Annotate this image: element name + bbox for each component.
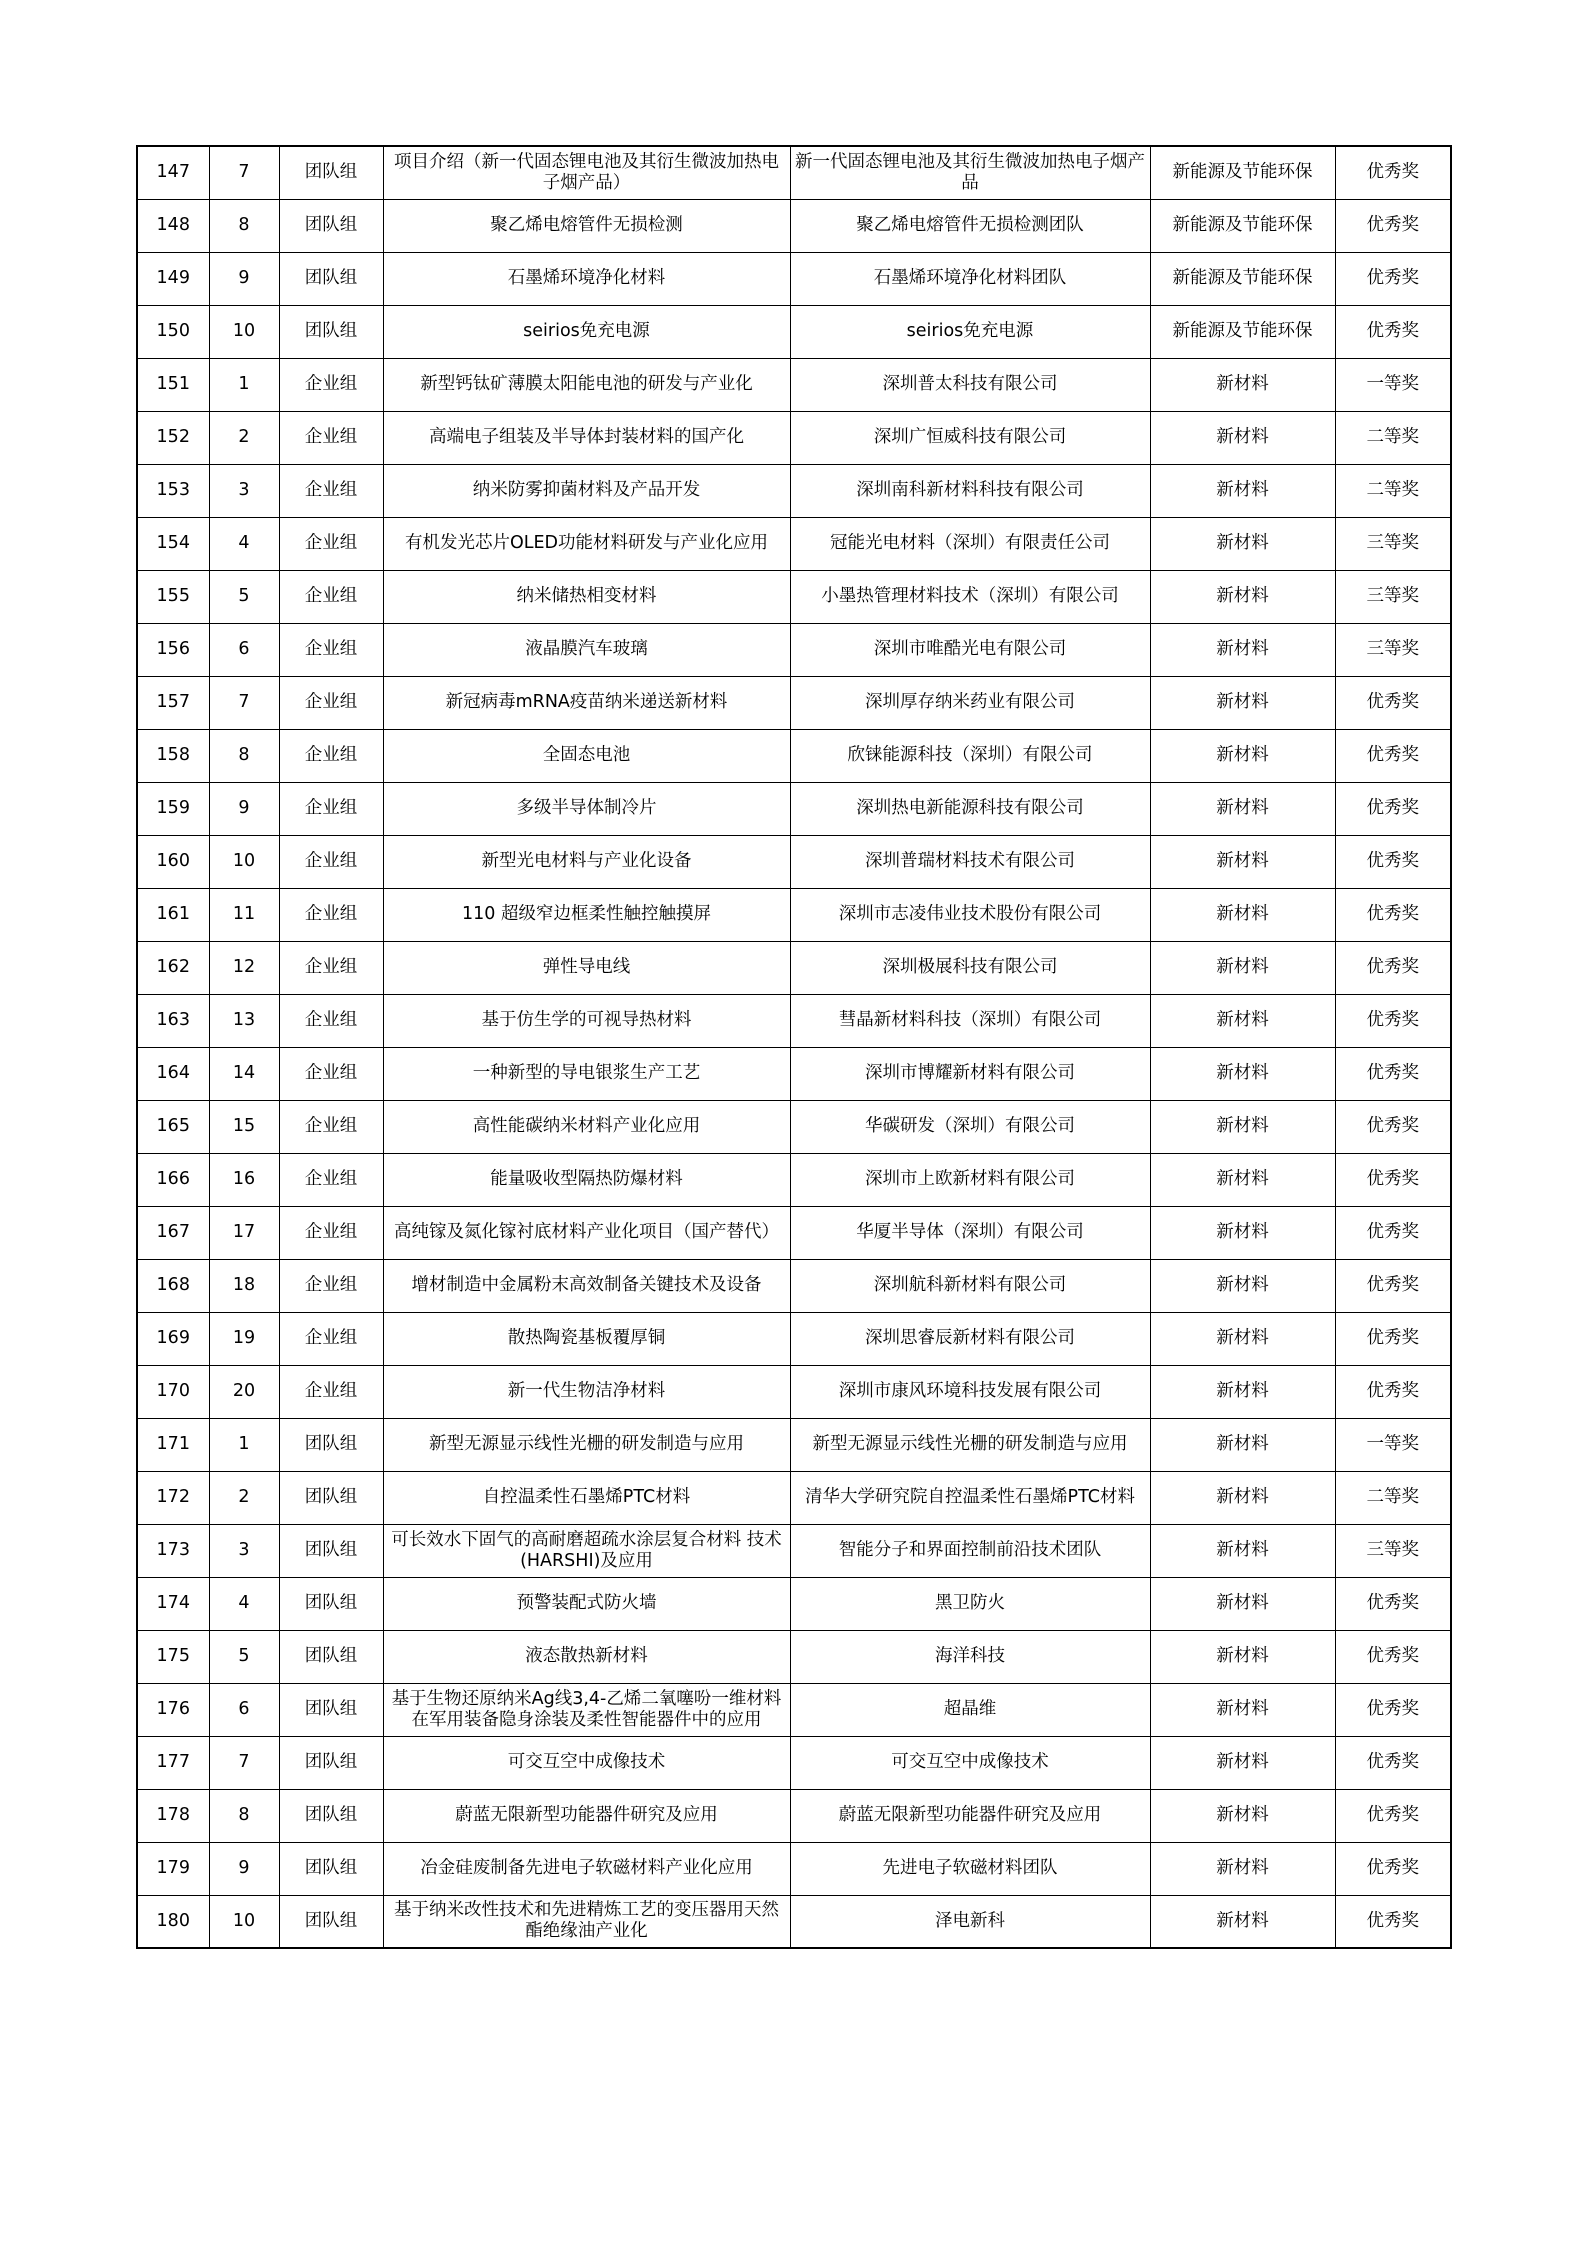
- award-cell: 优秀奖: [1335, 1153, 1451, 1206]
- row-number-cell: 160: [137, 835, 209, 888]
- award-cell: 优秀奖: [1335, 835, 1451, 888]
- project-name-cell: 基于纳米改性技术和先进精炼工艺的变压器用天然酯绝缘油产业化: [383, 1895, 790, 1948]
- row-number-cell: 148: [137, 199, 209, 252]
- group-cell: 企业组: [279, 1047, 383, 1100]
- award-cell: 三等奖: [1335, 570, 1451, 623]
- table-row: [137, 994, 1451, 1047]
- award-cell: 优秀奖: [1335, 1736, 1451, 1789]
- award-cell: 优秀奖: [1335, 1312, 1451, 1365]
- table-row: [137, 1259, 1451, 1312]
- award-cell: 优秀奖: [1335, 782, 1451, 835]
- sequence-cell: 6: [209, 1683, 279, 1736]
- project-name-cell: 液态散热新材料: [383, 1630, 790, 1683]
- award-cell: 二等奖: [1335, 1471, 1451, 1524]
- row-number-cell: 156: [137, 623, 209, 676]
- field-cell: 新材料: [1150, 1630, 1335, 1683]
- award-cell: 三等奖: [1335, 1524, 1451, 1577]
- row-number-cell: 152: [137, 411, 209, 464]
- project-name-cell: 新冠病毒mRNA疫苗纳米递送新材料: [383, 676, 790, 729]
- applicant-cell: 深圳航科新材料有限公司: [790, 1259, 1150, 1312]
- sequence-cell: 10: [209, 305, 279, 358]
- field-cell: 新材料: [1150, 1524, 1335, 1577]
- applicant-cell: 欣铼能源科技（深圳）有限公司: [790, 729, 1150, 782]
- table-body: [137, 146, 1451, 1948]
- field-cell: 新材料: [1150, 941, 1335, 994]
- applicant-cell: 深圳市上欧新材料有限公司: [790, 1153, 1150, 1206]
- group-cell: 企业组: [279, 994, 383, 1047]
- row-number-cell: 176: [137, 1683, 209, 1736]
- group-cell: 企业组: [279, 411, 383, 464]
- row-number-cell: 179: [137, 1842, 209, 1895]
- applicant-cell: 泽电新科: [790, 1895, 1150, 1948]
- field-cell: 新材料: [1150, 1047, 1335, 1100]
- award-cell: 二等奖: [1335, 464, 1451, 517]
- project-name-cell: 新型钙钛矿薄膜太阳能电池的研发与产业化: [383, 358, 790, 411]
- table-row: [137, 411, 1451, 464]
- row-number-cell: 171: [137, 1418, 209, 1471]
- applicant-cell: 深圳南科新材料科技有限公司: [790, 464, 1150, 517]
- project-name-cell: 新型无源显示线性光栅的研发制造与应用: [383, 1418, 790, 1471]
- sequence-cell: 5: [209, 1630, 279, 1683]
- group-cell: 企业组: [279, 1153, 383, 1206]
- field-cell: 新材料: [1150, 1100, 1335, 1153]
- group-cell: 企业组: [279, 729, 383, 782]
- sequence-cell: 14: [209, 1047, 279, 1100]
- project-name-cell: 增材制造中金属粉末高效制备关键技术及设备: [383, 1259, 790, 1312]
- sequence-cell: 8: [209, 1789, 279, 1842]
- group-cell: 企业组: [279, 835, 383, 888]
- project-name-cell: 高性能碳纳米材料产业化应用: [383, 1100, 790, 1153]
- sequence-cell: 7: [209, 146, 279, 199]
- row-number-cell: 167: [137, 1206, 209, 1259]
- award-cell: 优秀奖: [1335, 1206, 1451, 1259]
- table-row: [137, 1630, 1451, 1683]
- field-cell: 新能源及节能环保: [1150, 146, 1335, 199]
- sequence-cell: 7: [209, 1736, 279, 1789]
- award-cell: 优秀奖: [1335, 1683, 1451, 1736]
- table-row: [137, 1153, 1451, 1206]
- table-row: [137, 1047, 1451, 1100]
- sequence-cell: 10: [209, 835, 279, 888]
- sequence-cell: 5: [209, 570, 279, 623]
- applicant-cell: seirios免充电源: [790, 305, 1150, 358]
- project-name-cell: 弹性导电线: [383, 941, 790, 994]
- project-name-cell: 液晶膜汽车玻璃: [383, 623, 790, 676]
- sequence-cell: 7: [209, 676, 279, 729]
- sequence-cell: 9: [209, 252, 279, 305]
- sequence-cell: 12: [209, 941, 279, 994]
- field-cell: 新材料: [1150, 1206, 1335, 1259]
- applicant-cell: 深圳广恒威科技有限公司: [790, 411, 1150, 464]
- group-cell: 团队组: [279, 146, 383, 199]
- award-cell: 一等奖: [1335, 358, 1451, 411]
- table-row: [137, 305, 1451, 358]
- project-name-cell: 基于仿生学的可视导热材料: [383, 994, 790, 1047]
- field-cell: 新材料: [1150, 1577, 1335, 1630]
- table-row: [137, 517, 1451, 570]
- award-cell: 优秀奖: [1335, 1577, 1451, 1630]
- sequence-cell: 13: [209, 994, 279, 1047]
- row-number-cell: 157: [137, 676, 209, 729]
- group-cell: 团队组: [279, 1789, 383, 1842]
- applicant-cell: 先进电子软磁材料团队: [790, 1842, 1150, 1895]
- project-name-cell: 冶金硅废制备先进电子软磁材料产业化应用: [383, 1842, 790, 1895]
- project-name-cell: 高纯镓及氮化镓衬底材料产业化项目（国产替代）: [383, 1206, 790, 1259]
- field-cell: 新材料: [1150, 623, 1335, 676]
- applicant-cell: 华碳研发（深圳）有限公司: [790, 1100, 1150, 1153]
- sequence-cell: 6: [209, 623, 279, 676]
- row-number-cell: 172: [137, 1471, 209, 1524]
- group-cell: 企业组: [279, 1100, 383, 1153]
- sequence-cell: 2: [209, 411, 279, 464]
- row-number-cell: 159: [137, 782, 209, 835]
- row-number-cell: 163: [137, 994, 209, 1047]
- row-number-cell: 149: [137, 252, 209, 305]
- applicant-cell: 海洋科技: [790, 1630, 1150, 1683]
- applicant-cell: 深圳普太科技有限公司: [790, 358, 1150, 411]
- group-cell: 企业组: [279, 1206, 383, 1259]
- sequence-cell: 4: [209, 1577, 279, 1630]
- sequence-cell: 15: [209, 1100, 279, 1153]
- applicant-cell: 深圳厚存纳米药业有限公司: [790, 676, 1150, 729]
- award-cell: 优秀奖: [1335, 252, 1451, 305]
- field-cell: 新材料: [1150, 1895, 1335, 1948]
- table-row: [137, 199, 1451, 252]
- project-name-cell: 新型光电材料与产业化设备: [383, 835, 790, 888]
- sequence-cell: 9: [209, 1842, 279, 1895]
- table-row: [137, 1365, 1451, 1418]
- project-name-cell: 聚乙烯电熔管件无损检测: [383, 199, 790, 252]
- project-name-cell: 基于生物还原纳米Ag线3,4-乙烯二氧噻吩一维材料在军用装备隐身涂装及柔性智能器件中的应用: [383, 1683, 790, 1736]
- field-cell: 新材料: [1150, 358, 1335, 411]
- table-row: [137, 1789, 1451, 1842]
- table-row: [137, 1471, 1451, 1524]
- field-cell: 新材料: [1150, 888, 1335, 941]
- award-cell: 一等奖: [1335, 1418, 1451, 1471]
- group-cell: 企业组: [279, 1312, 383, 1365]
- group-cell: 团队组: [279, 305, 383, 358]
- project-name-cell: 蔚蓝无限新型功能器件研究及应用: [383, 1789, 790, 1842]
- applicant-cell: 蔚蓝无限新型功能器件研究及应用: [790, 1789, 1150, 1842]
- table-row: [137, 888, 1451, 941]
- project-name-cell: 有机发光芯片OLED功能材料研发与产业化应用: [383, 517, 790, 570]
- table-row: [137, 676, 1451, 729]
- row-number-cell: 173: [137, 1524, 209, 1577]
- group-cell: 企业组: [279, 1365, 383, 1418]
- table-row: [137, 252, 1451, 305]
- row-number-cell: 162: [137, 941, 209, 994]
- field-cell: 新材料: [1150, 1471, 1335, 1524]
- group-cell: 团队组: [279, 1683, 383, 1736]
- applicant-cell: 新一代固态锂电池及其衍生微波加热电子烟产品: [790, 146, 1150, 199]
- award-cell: 优秀奖: [1335, 1047, 1451, 1100]
- row-number-cell: 169: [137, 1312, 209, 1365]
- field-cell: 新材料: [1150, 729, 1335, 782]
- sequence-cell: 16: [209, 1153, 279, 1206]
- field-cell: 新材料: [1150, 994, 1335, 1047]
- table-row: [137, 146, 1451, 199]
- table-row: [137, 1100, 1451, 1153]
- field-cell: 新材料: [1150, 1789, 1335, 1842]
- award-cell: 优秀奖: [1335, 729, 1451, 782]
- applicant-cell: 黑卫防火: [790, 1577, 1150, 1630]
- award-cell: 优秀奖: [1335, 941, 1451, 994]
- applicant-cell: 石墨烯环境净化材料团队: [790, 252, 1150, 305]
- project-name-cell: 纳米储热相变材料: [383, 570, 790, 623]
- sequence-cell: 3: [209, 464, 279, 517]
- applicant-cell: 超晶维: [790, 1683, 1150, 1736]
- row-number-cell: 170: [137, 1365, 209, 1418]
- applicant-cell: 深圳普瑞材料技术有限公司: [790, 835, 1150, 888]
- award-cell: 二等奖: [1335, 411, 1451, 464]
- table-row: [137, 1895, 1451, 1948]
- row-number-cell: 165: [137, 1100, 209, 1153]
- applicant-cell: 深圳热电新能源科技有限公司: [790, 782, 1150, 835]
- row-number-cell: 151: [137, 358, 209, 411]
- award-cell: 优秀奖: [1335, 1842, 1451, 1895]
- project-name-cell: 全固态电池: [383, 729, 790, 782]
- field-cell: 新材料: [1150, 411, 1335, 464]
- project-name-cell: 新一代生物洁净材料: [383, 1365, 790, 1418]
- applicant-cell: 深圳市康风环境科技发展有限公司: [790, 1365, 1150, 1418]
- group-cell: 企业组: [279, 941, 383, 994]
- group-cell: 企业组: [279, 517, 383, 570]
- group-cell: 企业组: [279, 888, 383, 941]
- award-cell: 优秀奖: [1335, 676, 1451, 729]
- sequence-cell: 10: [209, 1895, 279, 1948]
- row-number-cell: 155: [137, 570, 209, 623]
- project-name-cell: 能量吸收型隔热防爆材料: [383, 1153, 790, 1206]
- award-cell: 三等奖: [1335, 623, 1451, 676]
- group-cell: 团队组: [279, 1524, 383, 1577]
- row-number-cell: 178: [137, 1789, 209, 1842]
- table-row: [137, 464, 1451, 517]
- group-cell: 团队组: [279, 252, 383, 305]
- field-cell: 新材料: [1150, 464, 1335, 517]
- sequence-cell: 1: [209, 358, 279, 411]
- award-cell: 优秀奖: [1335, 888, 1451, 941]
- table-row: [137, 1312, 1451, 1365]
- table-row: [137, 1842, 1451, 1895]
- row-number-cell: 174: [137, 1577, 209, 1630]
- row-number-cell: 175: [137, 1630, 209, 1683]
- award-cell: 三等奖: [1335, 517, 1451, 570]
- applicant-cell: 智能分子和界面控制前沿技术团队: [790, 1524, 1150, 1577]
- group-cell: 团队组: [279, 1895, 383, 1948]
- field-cell: 新材料: [1150, 1736, 1335, 1789]
- applicant-cell: 深圳市博耀新材料有限公司: [790, 1047, 1150, 1100]
- project-name-cell: 多级半导体制冷片: [383, 782, 790, 835]
- applicant-cell: 深圳思睿辰新材料有限公司: [790, 1312, 1150, 1365]
- group-cell: 企业组: [279, 1259, 383, 1312]
- row-number-cell: 177: [137, 1736, 209, 1789]
- applicant-cell: 冠能光电材料（深圳）有限责任公司: [790, 517, 1150, 570]
- table-row: [137, 835, 1451, 888]
- field-cell: 新材料: [1150, 1312, 1335, 1365]
- project-name-cell: 纳米防雾抑菌材料及产品开发: [383, 464, 790, 517]
- award-cell: 优秀奖: [1335, 1895, 1451, 1948]
- sequence-cell: 9: [209, 782, 279, 835]
- group-cell: 团队组: [279, 1736, 383, 1789]
- field-cell: 新能源及节能环保: [1150, 199, 1335, 252]
- applicant-cell: 新型无源显示线性光栅的研发制造与应用: [790, 1418, 1150, 1471]
- row-number-cell: 164: [137, 1047, 209, 1100]
- project-name-cell: 项目介绍（新一代固态锂电池及其衍生微波加热电子烟产品）: [383, 146, 790, 199]
- sequence-cell: 19: [209, 1312, 279, 1365]
- field-cell: 新材料: [1150, 676, 1335, 729]
- table-row: [137, 1736, 1451, 1789]
- project-name-cell: 一种新型的导电银浆生产工艺: [383, 1047, 790, 1100]
- awards-table: [136, 145, 1452, 1949]
- table-row: [137, 729, 1451, 782]
- row-number-cell: 158: [137, 729, 209, 782]
- table-row: [137, 1524, 1451, 1577]
- field-cell: 新能源及节能环保: [1150, 305, 1335, 358]
- applicant-cell: 可交互空中成像技术: [790, 1736, 1150, 1789]
- field-cell: 新材料: [1150, 1418, 1335, 1471]
- award-cell: 优秀奖: [1335, 1365, 1451, 1418]
- field-cell: 新能源及节能环保: [1150, 252, 1335, 305]
- table-row: [137, 941, 1451, 994]
- project-name-cell: 预警装配式防火墙: [383, 1577, 790, 1630]
- applicant-cell: 深圳极展科技有限公司: [790, 941, 1150, 994]
- table-row: [137, 782, 1451, 835]
- project-name-cell: 可交互空中成像技术: [383, 1736, 790, 1789]
- field-cell: 新材料: [1150, 782, 1335, 835]
- table-row: [137, 570, 1451, 623]
- project-name-cell: 高端电子组装及半导体封装材料的国产化: [383, 411, 790, 464]
- row-number-cell: 150: [137, 305, 209, 358]
- group-cell: 企业组: [279, 782, 383, 835]
- row-number-cell: 154: [137, 517, 209, 570]
- table-row: [137, 1418, 1451, 1471]
- field-cell: 新材料: [1150, 517, 1335, 570]
- applicant-cell: 彗晶新材料科技（深圳）有限公司: [790, 994, 1150, 1047]
- table-row: [137, 1206, 1451, 1259]
- row-number-cell: 147: [137, 146, 209, 199]
- award-cell: 优秀奖: [1335, 1259, 1451, 1312]
- sequence-cell: 2: [209, 1471, 279, 1524]
- sequence-cell: 8: [209, 729, 279, 782]
- field-cell: 新材料: [1150, 1259, 1335, 1312]
- sequence-cell: 3: [209, 1524, 279, 1577]
- group-cell: 企业组: [279, 676, 383, 729]
- sequence-cell: 17: [209, 1206, 279, 1259]
- table-row: [137, 358, 1451, 411]
- row-number-cell: 180: [137, 1895, 209, 1948]
- project-name-cell: 石墨烯环境净化材料: [383, 252, 790, 305]
- field-cell: 新材料: [1150, 1365, 1335, 1418]
- table-row: [137, 623, 1451, 676]
- applicant-cell: 小墨热管理材料技术（深圳）有限公司: [790, 570, 1150, 623]
- row-number-cell: 166: [137, 1153, 209, 1206]
- table-row: [137, 1577, 1451, 1630]
- sequence-cell: 11: [209, 888, 279, 941]
- field-cell: 新材料: [1150, 1683, 1335, 1736]
- field-cell: 新材料: [1150, 1842, 1335, 1895]
- group-cell: 团队组: [279, 1418, 383, 1471]
- applicant-cell: 深圳市志凌伟业技术股份有限公司: [790, 888, 1150, 941]
- sequence-cell: 1: [209, 1418, 279, 1471]
- applicant-cell: 华厦半导体（深圳）有限公司: [790, 1206, 1150, 1259]
- sequence-cell: 18: [209, 1259, 279, 1312]
- sequence-cell: 4: [209, 517, 279, 570]
- row-number-cell: 161: [137, 888, 209, 941]
- group-cell: 企业组: [279, 358, 383, 411]
- award-cell: 优秀奖: [1335, 199, 1451, 252]
- award-cell: 优秀奖: [1335, 305, 1451, 358]
- group-cell: 企业组: [279, 623, 383, 676]
- table-row: [137, 1683, 1451, 1736]
- applicant-cell: 深圳市唯酷光电有限公司: [790, 623, 1150, 676]
- group-cell: 团队组: [279, 1842, 383, 1895]
- field-cell: 新材料: [1150, 1153, 1335, 1206]
- field-cell: 新材料: [1150, 570, 1335, 623]
- row-number-cell: 168: [137, 1259, 209, 1312]
- award-cell: 优秀奖: [1335, 1100, 1451, 1153]
- award-cell: 优秀奖: [1335, 994, 1451, 1047]
- project-name-cell: 110 超级窄边框柔性触控触摸屏: [383, 888, 790, 941]
- project-name-cell: 自控温柔性石墨烯PTC材料: [383, 1471, 790, 1524]
- group-cell: 企业组: [279, 464, 383, 517]
- project-name-cell: 散热陶瓷基板覆厚铜: [383, 1312, 790, 1365]
- field-cell: 新材料: [1150, 835, 1335, 888]
- applicant-cell: 聚乙烯电熔管件无损检测团队: [790, 199, 1150, 252]
- row-number-cell: 153: [137, 464, 209, 517]
- project-name-cell: seirios免充电源: [383, 305, 790, 358]
- applicant-cell: 清华大学研究院自控温柔性石墨烯PTC材料: [790, 1471, 1150, 1524]
- award-cell: 优秀奖: [1335, 1789, 1451, 1842]
- project-name-cell: 可长效水下固气的高耐磨超疏水涂层复合材料 技术(HARSHI)及应用: [383, 1524, 790, 1577]
- award-cell: 优秀奖: [1335, 1630, 1451, 1683]
- group-cell: 团队组: [279, 199, 383, 252]
- group-cell: 团队组: [279, 1471, 383, 1524]
- group-cell: 团队组: [279, 1577, 383, 1630]
- group-cell: 团队组: [279, 1630, 383, 1683]
- sequence-cell: 20: [209, 1365, 279, 1418]
- group-cell: 企业组: [279, 570, 383, 623]
- sequence-cell: 8: [209, 199, 279, 252]
- award-cell: 优秀奖: [1335, 146, 1451, 199]
